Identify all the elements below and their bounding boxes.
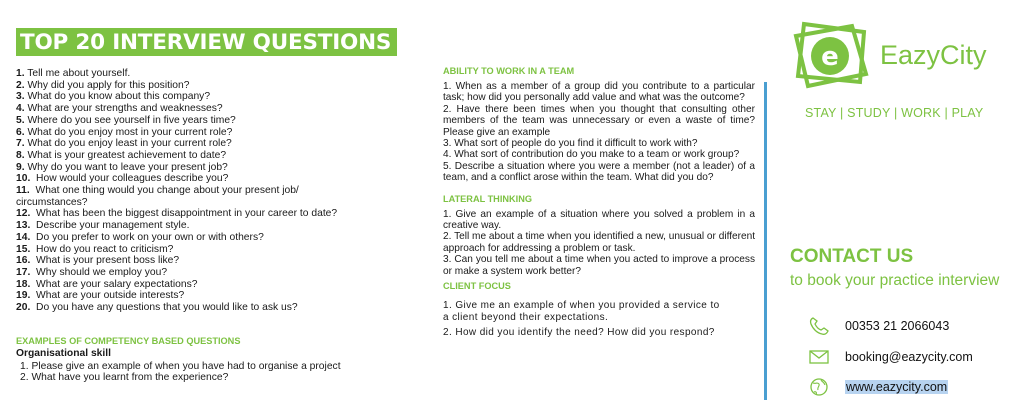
list-item: 5. Describe a situation where you were a member (not a leader) of a team, and a conflict arose within the team. What did you do? [443,160,755,184]
phone-number[interactable]: 00353 21 2066043 [845,319,950,333]
org-skill-heading: Organisational skill [16,347,111,359]
contact-heading: CONTACT US [790,246,914,267]
list-item: 1. When as a member of a group did you contribute to a particular task; how did you personally add value and what was the outcome? [443,81,755,104]
question-number: 17. [16,266,31,278]
question-number: 9. [16,161,25,173]
question-number: 2. [16,79,25,91]
question-text: Do you have any questions that you would like to ask us? [30,302,298,314]
lateral-section [443,194,755,277]
question-item [16,185,411,197]
website-row [808,377,948,397]
question-number: 6. [16,126,25,138]
question-text: Why should we employ you? [30,266,168,278]
question-number: 14. [16,231,31,243]
question-number: 16. [16,255,31,267]
list-item: 2. Tell me about a time when you identified a new, unusual or different approach for addressing a problem or task. [443,231,755,254]
question-number: 19. [16,290,31,302]
question-item [16,208,411,220]
question-text: What is your greatest achievement to date? [24,149,227,161]
lateral-heading: LATERAL THINKING [443,193,532,204]
question-item [16,244,411,256]
question-text: What are your strengths and weaknesses? [24,103,223,115]
question-item [16,138,411,150]
list-item: 4. What sort of contribution do you make to a team or work group? [443,149,740,161]
list-item: 1. Give me an example of when you provided a service to [443,300,720,312]
tagline: STAY | STUDY | WORK | PLAY [805,106,984,120]
column-divider [764,82,767,400]
question-number: 18. [16,278,31,290]
question-text: What are your salary expectations? [30,278,198,290]
page-title: TOP 20 INTERVIEW QUESTIONS [16,28,397,56]
question-text: Do you prefer to work on your own or with others? [30,231,264,243]
question-item [16,173,411,185]
svg-text:e: e [821,42,839,72]
question-text: Describe your management style. [30,220,190,232]
question-text: Why did you apply for this position? [24,79,190,91]
list-item: 2. What have you learnt from the experience? [20,371,229,383]
brand-name: EazyCity [880,40,987,70]
question-item [16,68,411,80]
question-number: 1. [16,68,25,79]
question-number: 5. [16,114,25,126]
question-number: 11. [16,185,30,197]
phone-row [808,316,949,336]
list-item: 3. Can you tell me about a time when you acted to improve a process or make a system work better? [443,254,755,277]
contact-subheading: to book your practice interview [790,272,1000,289]
question-text: What has been the biggest disappointment in your career to date? [30,208,338,220]
list-item: 3. What sort of people do you find it difficult to work with? [443,138,698,150]
question-number: 8. [16,149,25,161]
question-item [16,220,411,232]
email-row [808,347,973,367]
question-number: 4. [16,103,25,115]
question-item [16,232,411,244]
question-item [16,197,411,209]
question-item [16,80,411,92]
globe-icon [808,377,830,397]
org-skill-list [16,362,411,384]
question-text: How do you react to criticism? [30,243,174,255]
email-icon [808,347,830,367]
eazycity-logo-icon [790,18,872,92]
question-text: Where do you see yourself in five years time? [24,114,236,126]
question-item [16,255,411,267]
list-item: 2. How did you identify the need? How did you respond? [443,327,715,339]
question-text: What one thing would you change about your present job/ [29,185,299,197]
question-text: What do you enjoy least in your current role? [24,138,232,150]
question-number: 13. [16,220,31,232]
list-item: a client beyond their expectations. [443,312,609,324]
question-item [16,302,411,314]
question-item [16,290,411,302]
phone-icon [808,316,830,336]
question-text: circumstances? [16,196,88,208]
question-number: 12. [16,208,31,220]
client-heading: CLIENT FOCUS [443,281,511,292]
question-item [16,127,411,139]
question-item [16,150,411,162]
question-number: 3. [16,91,25,103]
question-item [16,279,411,291]
question-text: What do you enjoy most in your current role? [24,126,233,138]
question-text: How would your colleagues describe you? [30,173,229,185]
question-text: What is your present boss like? [30,255,180,267]
question-item [16,162,411,174]
question-number: 10. [16,173,31,185]
question-list [16,68,411,314]
question-text: What do you know about this company? [24,91,211,103]
list-item: 1. Give an example of a situation where you solved a problem in a creative way. [443,208,755,232]
website-link[interactable]: www.eazycity.com [846,380,948,394]
team-section [443,66,755,184]
question-text: What are your outside interests? [30,290,185,302]
competency-heading: EXAMPLES OF COMPETENCY BASED QUESTIONS [16,335,241,346]
question-number: 15. [16,243,31,255]
email-address[interactable]: booking@eazycity.com [845,350,973,364]
left-column [16,28,411,383]
question-item [16,267,411,279]
question-text: Tell me about yourself. [24,68,131,79]
question-item [16,115,411,127]
question-item [16,91,411,103]
middle-column [443,66,755,349]
question-number: 7. [16,138,25,150]
client-section [443,281,755,339]
team-heading: ABILITY TO WORK IN A TEAM [443,66,575,76]
question-number: 20. [16,302,31,314]
question-text: Why do you want to leave your present job? [24,161,228,173]
question-item [16,103,411,115]
list-item: 1. Please give an example of when you have had to organise a project [20,360,341,372]
list-item: 2. Have there been times when you thought that consulting other members of the team was unnecessary or even a waste of time? Please give an example [443,103,755,138]
